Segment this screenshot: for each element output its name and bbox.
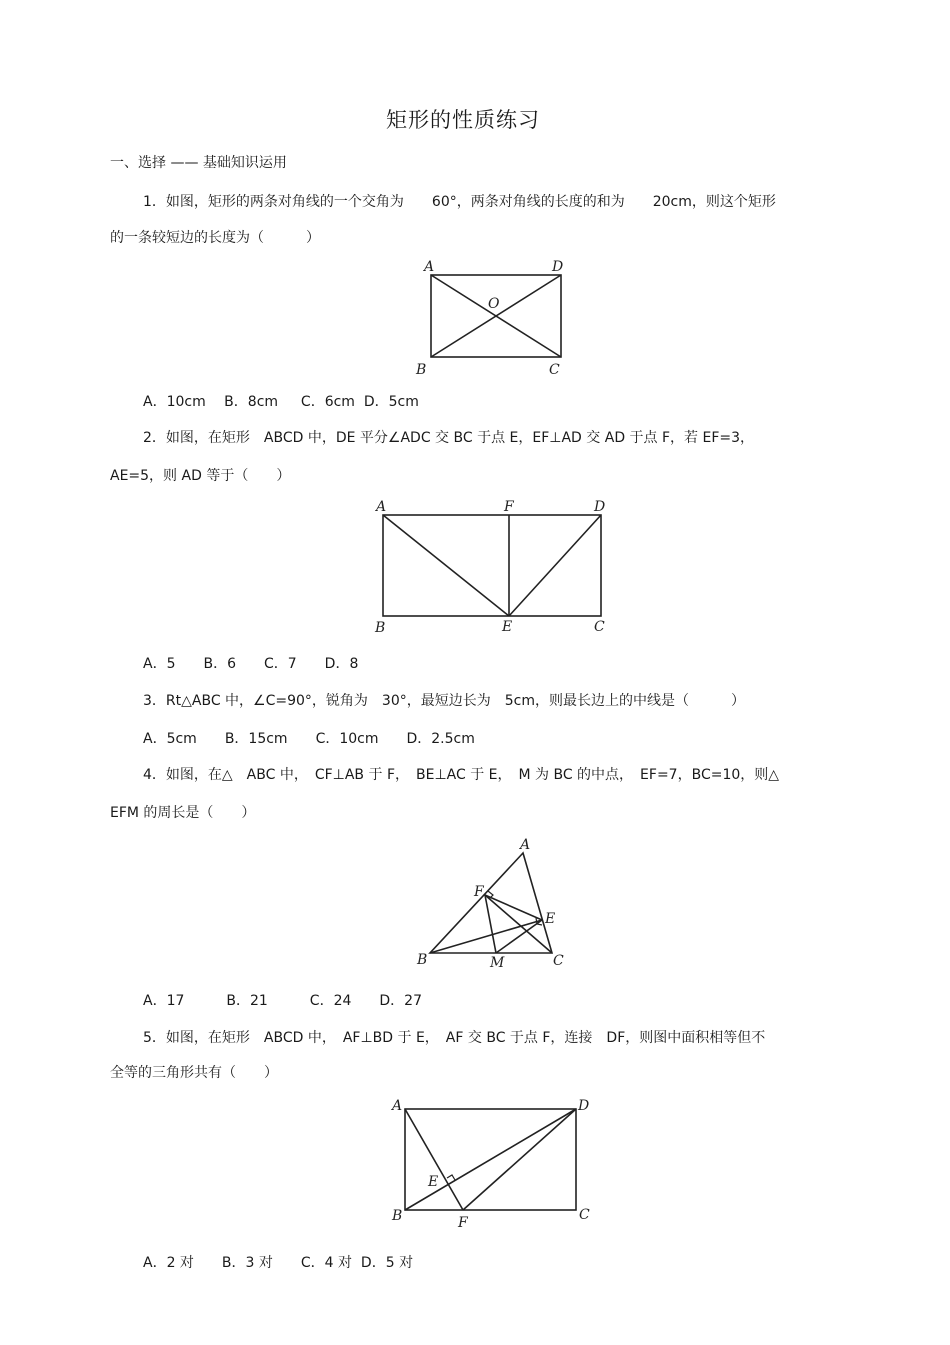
q2-text-line1: 2．如图，在矩形 ABCD 中，DE 平分∠ADC 交 BC 于点 E，EF⊥AD 交 AD 于点 F，若 EF=3， [143, 430, 755, 446]
q5-diagonal-bd [405, 1109, 576, 1210]
q1-options: A．10cm B．8cm C．6cm D．5cm [143, 394, 419, 410]
q2-text-line2: AE=5，则 AD 等于（ ） [110, 468, 291, 484]
q5-label-f: F [458, 1215, 468, 1231]
q4-label-b: B [417, 952, 428, 968]
q4-label-e: E [545, 911, 556, 927]
q2-label-b: B [375, 620, 386, 636]
q5-label-b: B [392, 1208, 403, 1224]
q2-label-e: E [502, 619, 513, 635]
q5-text-line2: 全等的三角形共有（ ） [110, 1065, 278, 1081]
q1-text-line1: 1．如图，矩形的两条对角线的一个交角为 60°，两条对角线的长度的和为 20cm，则这个矩形 [143, 194, 776, 210]
q4-options: A．17 B．21 C．24 D．27 [143, 993, 422, 1009]
q4-text-line1: 4．如图，在△ ABC 中， CF⊥AB 于 F， BE⊥AC 于 E， M 为 BC 的中点， EF=7，BC=10，则△ [143, 767, 780, 783]
q4-text-line2: EFM 的周长是（ ） [110, 805, 256, 821]
q5-options: A．2 对 B．3 对 C．4 对 D．5 对 [143, 1255, 414, 1271]
section-heading: 一、选择 —— 基础知识运用 [110, 155, 287, 171]
q1-label-b: B [416, 362, 427, 378]
q5-right-angle-e [447, 1175, 455, 1180]
q1-label-o: O [488, 296, 500, 312]
page-title: 矩形的性质练习 [386, 108, 540, 132]
q4-label-a: A [520, 837, 531, 853]
q1-label-c: C [549, 362, 560, 378]
q2-label-c: C [594, 619, 605, 635]
q5-text-line1: 5．如图，在矩形 ABCD 中， AF⊥BD 于 E， AF 交 BC 于点 F，连接 DF，则图中面积相等但不 [143, 1030, 766, 1046]
q1-label-d: D [552, 259, 564, 275]
q5-segment-df [463, 1109, 576, 1210]
q2-label-a: A [376, 499, 387, 515]
q5-segment-af [405, 1109, 463, 1210]
q4-label-m: M [490, 955, 505, 971]
q5-label-e: E [428, 1174, 439, 1190]
q5-label-c: C [579, 1207, 590, 1223]
q2-options: A．5 B．6 C．7 D．8 [143, 656, 359, 672]
q1-label-a: A [424, 259, 435, 275]
q2-label-d: D [594, 499, 606, 515]
q5-label-d: D [578, 1098, 590, 1114]
q4-label-c: C [553, 953, 564, 969]
q3-text-line1: 3．Rt△ABC 中，∠C=90°，锐角为 30°，最短边长为 5cm，则最长边上的中线是（ ） [143, 693, 745, 709]
q4-label-f: F [474, 884, 484, 900]
q3-options: A．5cm B．15cm C．10cm D．2.5cm [143, 731, 475, 747]
q5-label-a: A [392, 1098, 403, 1114]
q2-label-f: F [504, 499, 514, 515]
q1-text-line2: 的一条较短边的长度为（ ） [110, 230, 320, 246]
